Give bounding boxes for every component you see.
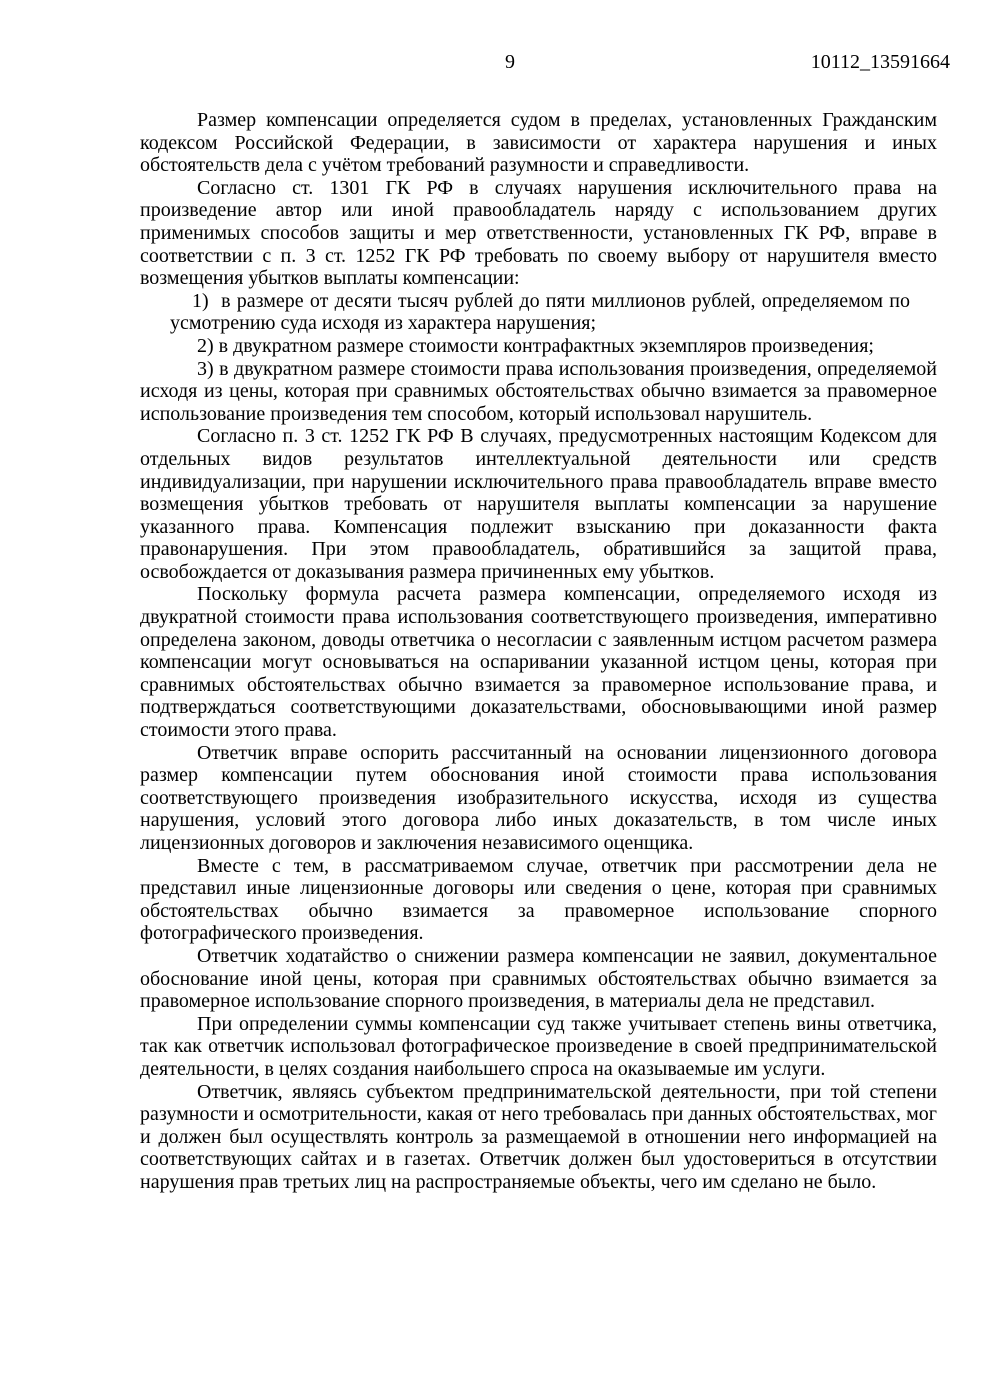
paragraph-no-other-licenses: Вместе с тем, в рассматриваемом случае, ответчик при рассмотрении дела не представил иные лицензионные договоры или сведения о цене, которая при сравнимых обстоятельствах обычно взимается за правомерное использование спорного фотографического произведения. [140,854,937,945]
paragraph-article-1301: Согласно ст. 1301 ГК РФ в случаях нарушения исключительного права на произведение автор или иной правообладатель наряду с использованием других применимых способов защиты и мер ответственности, установленных ГК РФ, вправе в соответствии с п. 3 ст. 1252 ГК РФ требовать по своему выбору от нарушителя вместо возмещения убытков выплаты компенсации: [140,176,937,290]
paragraph-duty-of-care: Ответчик, являясь субъектом предпринимательской деятельности, при той степени разумности и осмотрительности, какая от него требовалась при данных обстоятельствах, мог и должен был осуществлять контроль за размещаемой в отношении него информацией на соответствующих сайтах и в газетах. Ответчик должен был удостовериться в отсутствии нарушения прав третьих лиц на распространяемые объекты, чего им сделано не было. [140,1080,937,1193]
paragraph-compensation-limits: Размер компенсации определяется судом в пределах, установленных Гражданским кодексом Российской Федерации, в зависимости от характера нарушения и иных обстоятельств дела с учётом требований разумности и справедливости. [140,109,937,177]
paragraph-degree-of-guilt: При определении суммы компенсации суд также учитывает степень вины ответчика, так как ответчик использовал фотографическое произведение в своей предпринимательской деятельности, в целях создания наибольшего спроса на оказываемые им услуги. [140,1012,937,1080]
page-number: 9 [505,51,515,73]
paragraph-defendant-right-to-contest: Ответчик вправе оспорить рассчитанный на основании лицензионного договора размер компенсации путем обоснования иной стоимости права использования соответствующего произведения изобразительного искусства, исходя из существа нарушения, условий этого договора либо иных доказательств, в том числе иных лицензионных договоров и заключения независимого оценщика. [140,741,937,854]
document-body [140,109,937,1194]
paragraph-formula: Поскольку формула расчета размера компенсации, определяемого исходя из двукратной стоимости права использования соответствующего произведения, императивно определена законом, доводы ответчика о несогласии с заявленным истцом расчетом размера компенсации могут основываться на оспаривании указанной истцом цены, которая при сравнимых обстоятельствах обычно взимается за правомерное использование права, и подтверждаться соответствующими доказательствами, обосновывающими иной размер стоимости этого права. [140,583,937,742]
list-item-1: 1) в размере от десяти тысяч рублей до пяти миллионов рублей, определяемом по усмотрению суда исходя из характера нарушения; [170,289,910,335]
list-item-3: 3) в двукратном размере стоимости права использования произведения, определяемой исходя из цены, которая при сравнимых обстоятельствах обычно взимается за правомерное использование произведения тем способом, который использовал нарушитель. [140,357,937,425]
document-id: 10112_13591664 [810,51,950,73]
paragraph-article-1252: Согласно п. 3 ст. 1252 ГК РФ В случаях, предусмотренных настоящим Кодексом для отдельных видов результатов интеллектуальной деятельности или средств индивидуализации, при нарушении исключительного права правообладатель вправе вместо возмещения убытков требовать от нарушителя выплаты компенсации за нарушение указанного права. Компенсация подлежит взысканию при доказанности факта правонарушения. При этом правообладатель, обратившийся за защитой права, освобождается от доказывания размера причиненных ему убытков. [140,425,937,583]
list-item-2: 2) в двукратном размере стоимости контрафактных экземпляров произведения; [197,334,874,357]
paragraph-no-motion-to-reduce: Ответчик ходатайство о снижении размера компенсации не заявил, документальное обоснование иной цены, которая при сравнимых обстоятельствах обычно взимается за правомерное использование спорного произведения, в материалы дела не представил. [140,944,937,1013]
